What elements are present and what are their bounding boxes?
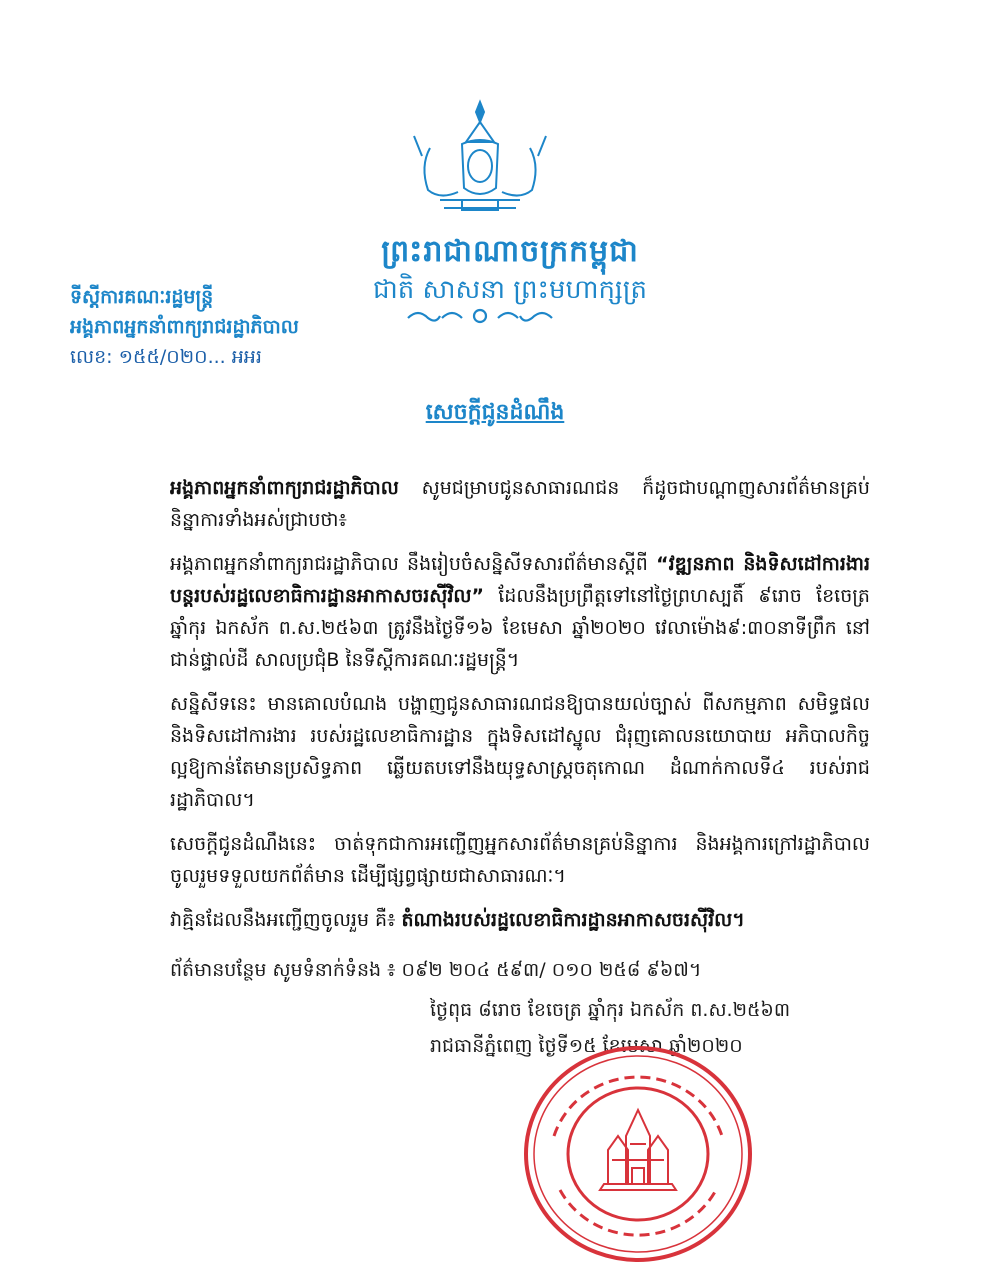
contact-line: ព័ត៌មានបន្ថែម សូមទំនាក់ទំនង ៖ ០៩២ ២០៤ ៥៩៣/ ០១០ ២៥៨ ៩៦៧។ [170,959,702,981]
paragraph-3: សន្និសីទនេះ មានគោលបំណង បង្ហាញជូនសាធារណជនឱ្យបានយល់ច្បាស់ ពីសកម្មភាព សមិទ្ធផល និងទិសដៅការងារ របស់រដ្ឋលេខាធិការដ្ឋាន ក្នុងទិសដៅស្នូល ជំរុញគោលនយោបាយ អភិបាលកិច្ចល្អឱ្យកាន់តែមានប្រសិទ្ធភាព ឆ្លើយតបទៅនឹងយុទ្ធសាស្ត្រចតុកោណ ដំណាក់កាលទី៤ របស់រាជរដ្ឋាភិបាល។ [170,693,870,811]
paragraph-2-text-a: អង្គភាពអ្នកនាំពាក្យរាជរដ្ឋាភិបាល នឹងរៀបចំសន្និសីទសារព័ត៌មានស្តីពី [170,553,657,575]
kingdom-name: ព្រះរាជាណាចក្រកម្ពុជា [381,234,639,269]
lunar-date: ថ្ងៃពុធ ៨រោច ខែចេត្រ ឆ្នាំកុរ ឯកស័ក ព.ស.២៥៦៣ [430,999,791,1021]
paragraph-4: សេចក្តីជូនដំណឹងនេះ ចាត់ទុកជាការអញ្ជើញអ្នកសារព័ត៌មានគ្រប់និន្នាការ និងអង្គការក្រៅរដ្ឋាភិបាល ចូលរួមទទួលយកព័ត៌មាន ដើម្បីផ្សព្វផ្សាយជាសាធារណៈ។ [170,833,870,887]
paragraph-2-text-b: ដែលនឹងប្រព្រឹត្តទៅនៅថ្ងៃព្រហស្បតិ៍ ៩រោច ខែចេត្រ ឆ្នាំកុរ ឯកស័ក ព.ស.២៥៦៣ ត្រូវនឹងថ្ងៃទី១៦ ខែមេសា ឆ្នាំ២០២០ វេលាម៉ោង៩:៣០នាទីព្រឹក នៅជាន់ផ្ទាល់ដី សាលប្រជុំB នៃទីស្តីការគណៈរដ្ឋមន្ត្រី។ [170,585,870,671]
ornament-divider-icon [400,304,560,328]
document-title: សេចក្តីជូនដំណឹង [425,400,565,425]
paragraph-5-text: វាគ្មិនដែលនឹងអញ្ជើញចូលរួម គឺ៖ [170,909,402,931]
royal-coat-of-arms-emblem [400,96,560,224]
solar-date: រាជធានីភ្នំពេញ ថ្ងៃទី១៥ ខែមេសា ឆ្នាំ២០២០ [430,1035,743,1057]
reference-number: លេខ: ១៥៥/០២០... អអរ [70,346,262,368]
paragraph-1-bold: អង្គភាពអ្នកនាំពាក្យរាជរដ្ឋាភិបាល [170,477,399,499]
sender-unit: អង្គភាពអ្នកនាំពាក្យរាជរដ្ឋាភិបាល [70,316,299,338]
kingdom-heading [300,232,720,308]
paragraph-2 [170,548,870,676]
paragraph-5-speaker: តំណាងរបស់រដ្ឋលេខាធិការដ្ឋានអាកាសចរស៊ីវិល។ [401,909,745,931]
sender-office: ទីស្តីការគណៈរដ្ឋមន្ត្រី [70,286,214,308]
paragraph-1-text: សូមជម្រាបជូនសាធារណជន ក៏ដូចជាបណ្តាញសារព័ត៌មានគ្រប់និន្នាការទាំងអស់ជ្រាបថា៖ [170,477,870,531]
document-body [170,472,870,948]
paragraph-1 [170,472,870,536]
paragraph-5 [170,904,870,936]
sender-block [70,282,299,372]
national-motto: ជាតិ សាសនា ព្រះមហាក្សត្រ [373,275,647,305]
official-red-seal-stamp [518,1040,758,1268]
paragraph-2-topic: “វឌ្ឍនភាព និងទិសដៅការងារបន្តរបស់រដ្ឋលេខាធិការដ្ឋានអាកាសចរស៊ីវិល” [170,553,871,607]
